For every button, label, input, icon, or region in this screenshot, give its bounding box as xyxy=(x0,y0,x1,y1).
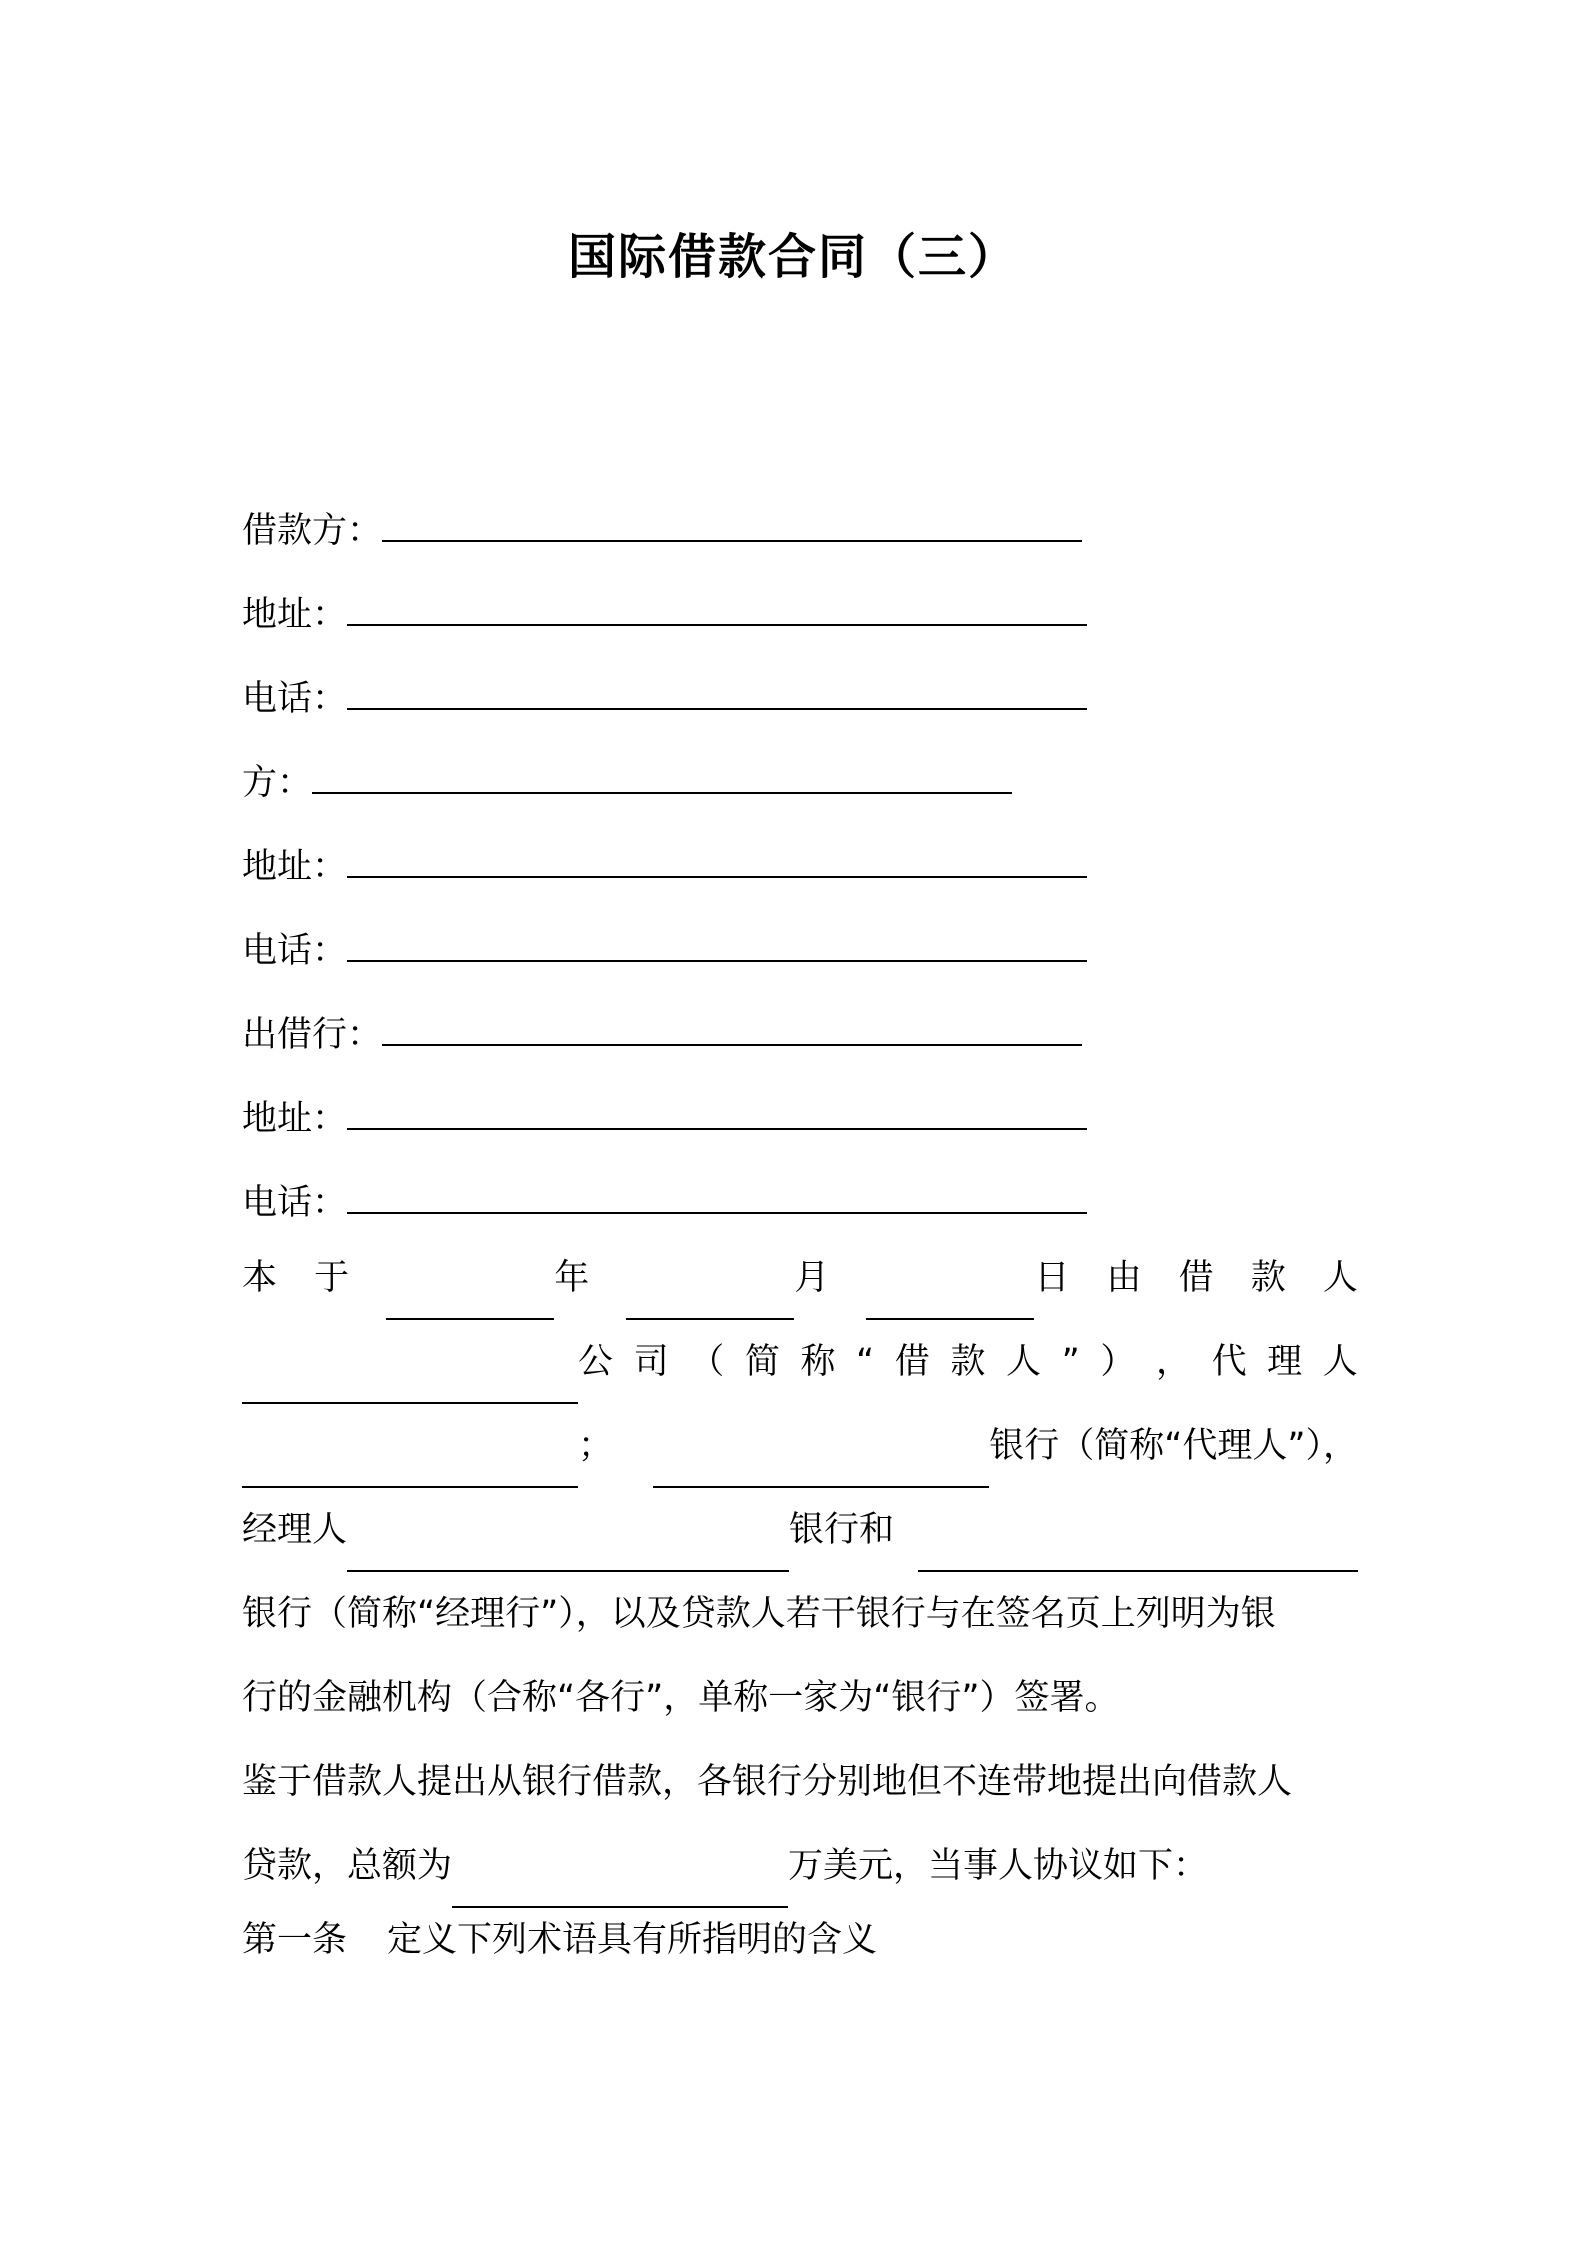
char-rquote: ” xyxy=(1061,1342,1080,1382)
preamble-line-3 xyxy=(242,1404,1358,1488)
lender-phone-label: 电话： xyxy=(242,1183,348,1223)
preamble-line-2 xyxy=(242,1320,1358,1404)
borrower-phone-field xyxy=(242,674,1087,721)
char-jie2: 借 xyxy=(894,1342,930,1382)
preamble-line-5: 银行（简称“经理行”），以及贷款人若干银行与在签名页上列明为银 xyxy=(242,1594,1276,1634)
article-1-text: 定义下列术语具有所指明的含义 xyxy=(387,1920,878,1960)
borrower-address-label: 地址： xyxy=(242,595,348,635)
char-ren3: 人 xyxy=(1322,1342,1358,1382)
agent-blank[interactable] xyxy=(242,1450,578,1488)
agent-bank-text: 银行（简称“代理人”）， xyxy=(989,1426,1358,1466)
char-lquote: “ xyxy=(856,1342,875,1382)
char-ben: 本 xyxy=(242,1258,278,1298)
char-you: 由 xyxy=(1106,1258,1142,1298)
recital-amount-label: 贷款，总额为 xyxy=(242,1846,453,1886)
borrower-label: 借款方： xyxy=(242,511,383,551)
party2-address-field xyxy=(242,842,1087,889)
day-group xyxy=(866,1236,1069,1320)
party2-phone-label: 电话： xyxy=(242,931,348,971)
preamble-line-4 xyxy=(242,1488,1358,1572)
char-li: 理 xyxy=(1267,1342,1303,1382)
agent-group xyxy=(242,1404,613,1488)
char-cheng: 称 xyxy=(800,1342,836,1382)
year-group xyxy=(386,1236,589,1320)
document-title: 国际借款合同（三） xyxy=(567,229,1018,285)
char-rparen: ） xyxy=(1100,1342,1136,1382)
manager-label: 经理人 xyxy=(242,1510,348,1550)
article-1-heading xyxy=(242,1918,877,1962)
borrower-address-field xyxy=(242,590,1087,637)
party2-address-label: 地址： xyxy=(242,847,348,887)
lender-blank[interactable] xyxy=(382,1010,1082,1046)
char-comma: ， xyxy=(1155,1342,1191,1382)
manager-blank[interactable] xyxy=(347,1534,789,1572)
party2-address-blank[interactable] xyxy=(347,842,1087,878)
char-yu: 于 xyxy=(314,1258,350,1298)
agent-bank-blank[interactable] xyxy=(653,1450,989,1488)
company-blank[interactable] xyxy=(242,1366,578,1404)
lender-address-blank[interactable] xyxy=(347,1094,1087,1130)
borrower-field xyxy=(242,506,1082,553)
char-si: 司 xyxy=(633,1342,669,1382)
lender-field xyxy=(242,1010,1082,1057)
year-blank[interactable] xyxy=(386,1282,554,1320)
preamble-line-1 xyxy=(242,1236,1358,1320)
month-group xyxy=(626,1236,829,1320)
lender-address-field xyxy=(242,1094,1087,1141)
char-jie: 借 xyxy=(1178,1258,1214,1298)
lender-phone-blank[interactable] xyxy=(347,1178,1087,1214)
preamble-line-6: 行的金融机构（合称“各行”，单称一家为“银行”）签署。 xyxy=(242,1678,1120,1718)
company-group xyxy=(242,1320,613,1404)
borrower-phone-blank[interactable] xyxy=(347,674,1087,710)
char-dai: 代 xyxy=(1211,1342,1247,1382)
borrower-phone-label: 电话： xyxy=(242,679,348,719)
char-year: 年 xyxy=(554,1258,590,1298)
preamble-paragraph xyxy=(242,1236,1358,1740)
lender-address-label: 地址： xyxy=(242,1099,348,1139)
agent-bank-group xyxy=(653,1404,1358,1488)
month-blank[interactable] xyxy=(626,1282,794,1320)
recital-line-1: 鉴于借款人提出从银行借款，各银行分别地但不连带地提出向借款人 xyxy=(242,1762,1293,1802)
manager-group xyxy=(242,1488,894,1572)
party2-label: 方： xyxy=(242,763,313,803)
recital-paragraph xyxy=(242,1740,1358,1908)
char-ren2: 人 xyxy=(1006,1342,1042,1382)
day-blank[interactable] xyxy=(866,1282,1034,1320)
manager-bank2-blank[interactable] xyxy=(918,1534,1358,1572)
char-gong: 公 xyxy=(578,1342,614,1382)
char-kuan: 款 xyxy=(1250,1258,1286,1298)
borrower-blank[interactable] xyxy=(382,506,1082,542)
party2-phone-blank[interactable] xyxy=(347,926,1087,962)
char-month: 月 xyxy=(794,1258,830,1298)
lender-phone-field xyxy=(242,1178,1087,1225)
borrower-address-blank[interactable] xyxy=(347,590,1087,626)
manager-bank-and: 银行和 xyxy=(789,1510,895,1550)
recital-amount-tail: 万美元，当事人协议如下： xyxy=(788,1846,1209,1886)
char-lparen: （ xyxy=(689,1342,725,1382)
char-day: 日 xyxy=(1034,1258,1070,1298)
party2-field xyxy=(242,758,1012,805)
char-kuan2: 款 xyxy=(950,1342,986,1382)
char-jian: 简 xyxy=(744,1342,780,1382)
party2-phone-field xyxy=(242,926,1087,973)
lender-label: 出借行： xyxy=(242,1015,383,1055)
agent-separator: ； xyxy=(578,1426,614,1466)
party2-blank[interactable] xyxy=(312,758,1012,794)
article-1-number: 第一条 xyxy=(242,1920,348,1960)
char-ren: 人 xyxy=(1322,1258,1358,1298)
recital-line-2 xyxy=(242,1824,1358,1908)
amount-blank[interactable] xyxy=(452,1870,788,1908)
